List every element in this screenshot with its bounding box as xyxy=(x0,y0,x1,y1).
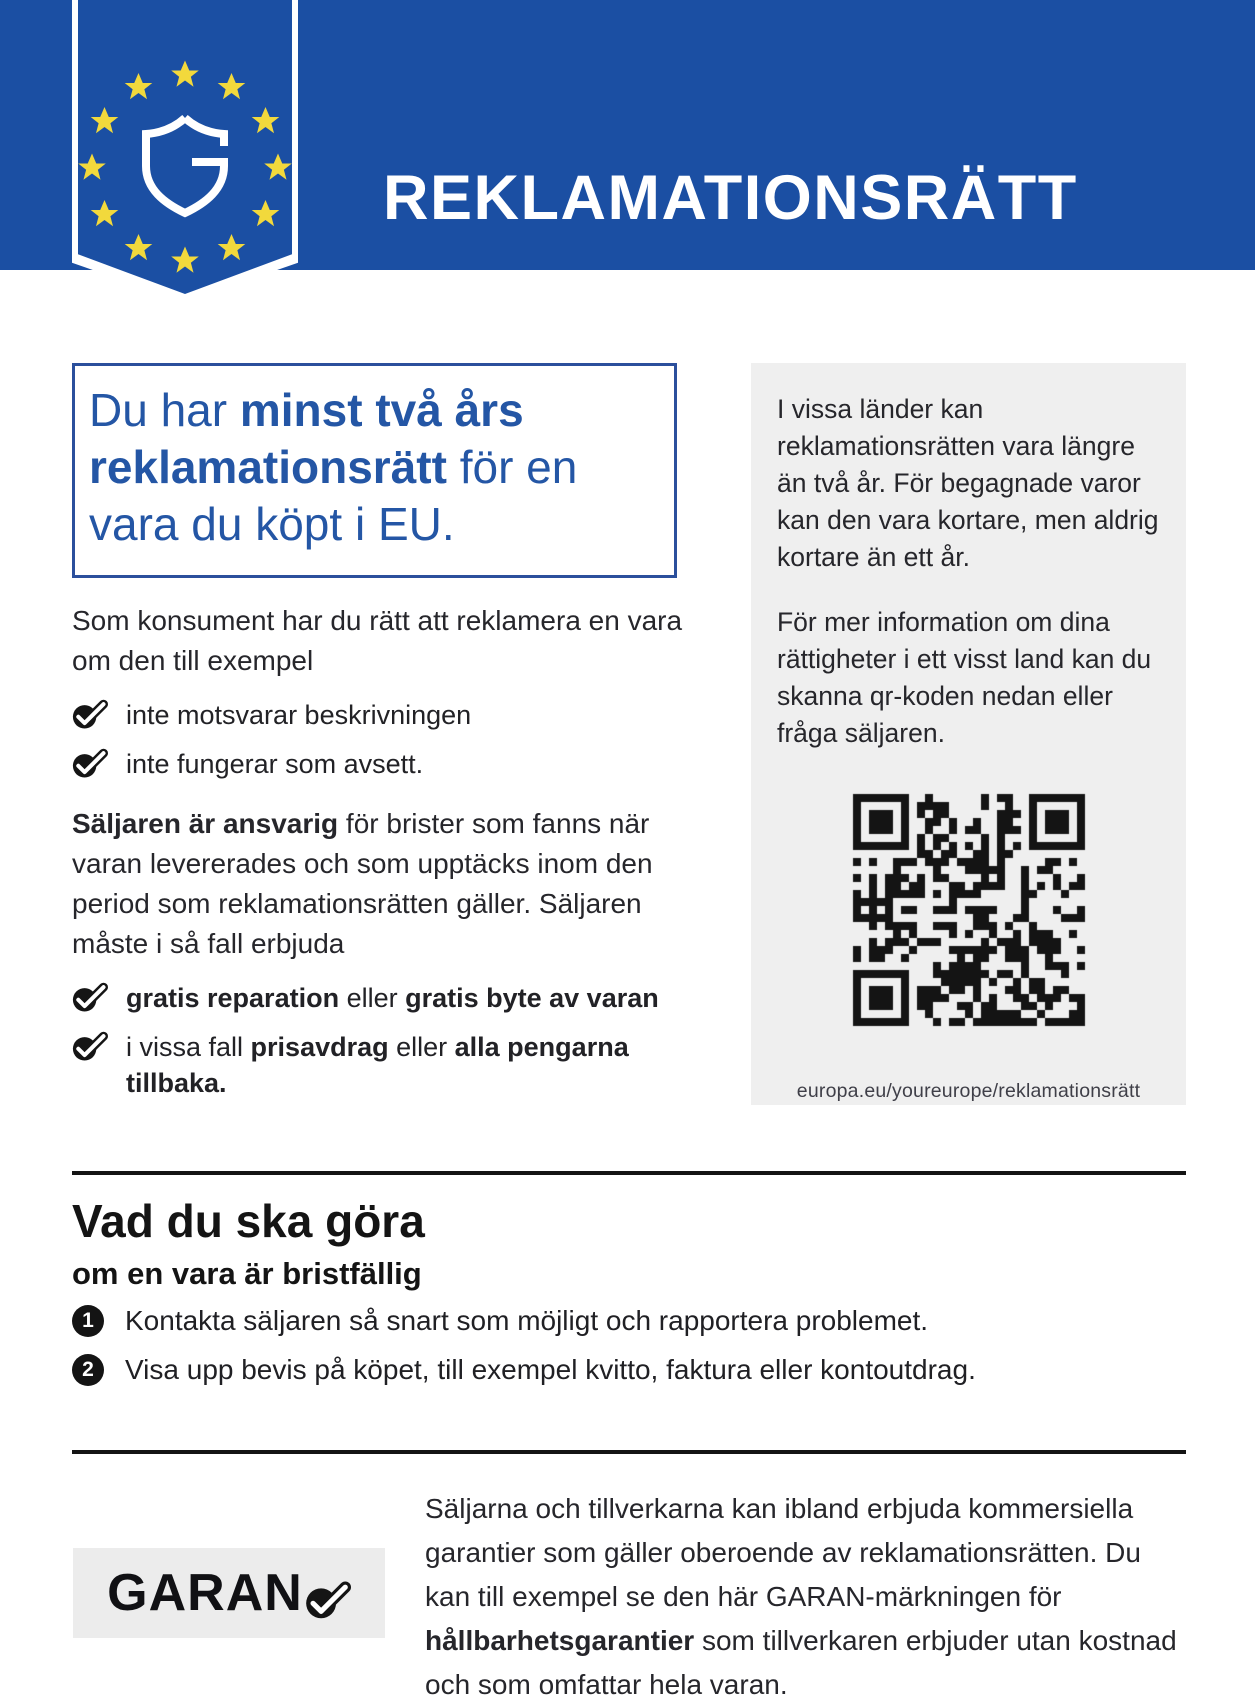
hero-headline: Du har minst två års reklamationsrätt för en vara du köpt i EU. xyxy=(89,384,578,550)
list-item xyxy=(72,697,684,733)
check-circle-icon xyxy=(72,982,108,1014)
garan-mark xyxy=(73,1548,385,1638)
defect-examples-list xyxy=(72,697,684,782)
remedies-list xyxy=(72,980,684,1101)
section-subtitle: om en vara är bristfällig xyxy=(72,1255,422,1291)
info-paragraph: I vissa länder kan reklamationsrätten vara längre än två år. För begagnade varor kan den vara kortare, men aldrig kortare än ett år. xyxy=(777,394,1159,572)
check-circle-icon xyxy=(72,699,108,731)
step-text: Visa upp bevis på köpet, till exempel kvitto, faktura eller kontoutdrag. xyxy=(125,1354,976,1385)
qr-url: europa.eu/youreurope/reklamationsrätt xyxy=(796,1080,1141,1102)
eu-shield-g-logo xyxy=(78,0,292,294)
page-title: REKLAMATIONSRÄTT xyxy=(383,163,1078,233)
check-circle-icon xyxy=(72,748,108,780)
eu-stars xyxy=(78,61,292,273)
list-item xyxy=(72,746,684,782)
check-circle-icon xyxy=(305,1580,351,1622)
step-2-badge: 2 xyxy=(72,1354,104,1386)
bullet-text: inte fungerar som avsett. xyxy=(126,749,424,779)
shield-g-icon xyxy=(146,118,224,213)
section-title: Vad du ska göra xyxy=(72,1195,425,1247)
check-circle-icon xyxy=(72,1031,108,1063)
section-divider xyxy=(72,1450,1186,1454)
consumer-rights-column xyxy=(72,601,684,1114)
step-text: Kontakta säljaren så snart som möjligt och rapportera problemet. xyxy=(125,1305,929,1336)
info-paragraph: För mer information om dina rättigheter i ett visst land kan du skanna qr-koden nedan eller fråga säljaren. xyxy=(777,607,1152,748)
eu-ribbon xyxy=(72,0,298,302)
guarantee-paragraph: Säljarna och tillverkarna kan ibland erbjuda kommersiella garantier som gäller oberoende av reklamationsrätten. Du kan till exempel se den här GARAN-märkningen för hållbarhetsgarantier som tillverkaren erbjuder utan kostnad och som omfattar hela varan. xyxy=(425,1493,1177,1700)
intro-paragraph: Som konsument har du rätt att reklamera en vara om den till exempel xyxy=(72,605,683,676)
step-row xyxy=(72,1305,1172,1337)
bullet-text: gratis reparation eller gratis byte av varan xyxy=(126,983,659,1013)
qr-code xyxy=(849,790,1089,1030)
country-info-box xyxy=(751,363,1186,1105)
list-item xyxy=(72,1029,684,1101)
garan-logo-text: GARAN xyxy=(107,1564,303,1622)
section-divider xyxy=(72,1171,1186,1175)
list-item xyxy=(72,980,684,1016)
hero-headline-box xyxy=(72,363,677,578)
bullet-text: i vissa fall prisavdrag eller alla pengarna tillbaka. xyxy=(126,1032,629,1098)
step-row xyxy=(72,1354,1172,1386)
what-to-do-heading xyxy=(72,1196,425,1292)
seller-responsibility-paragraph: Säljaren är ansvarig för brister som fanns när varan levererades och som upptäcks inom den period som reklamationsrätten gäller. Säljaren måste i så fall erbjuda xyxy=(72,808,653,959)
step-1-badge: 1 xyxy=(72,1305,104,1337)
steps-list xyxy=(72,1305,1172,1403)
bullet-text: inte motsvarar beskrivningen xyxy=(126,700,472,730)
